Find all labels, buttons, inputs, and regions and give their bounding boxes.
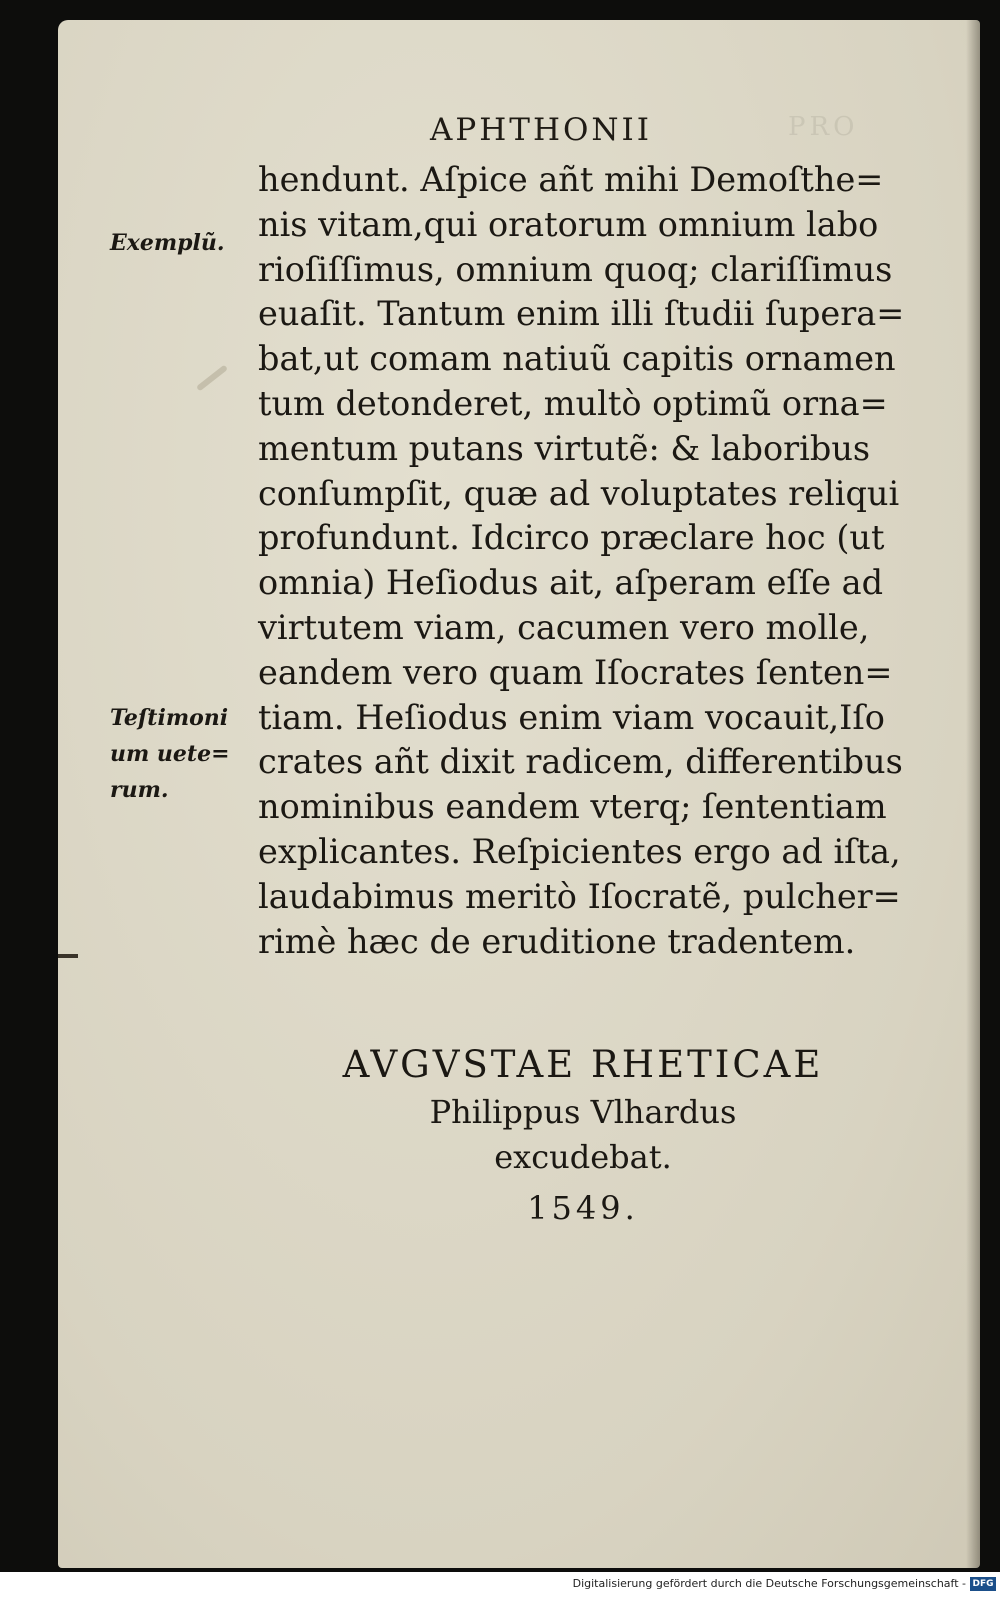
text-line: euaſit. Tantum enim illi ſtudii ſupera= xyxy=(258,294,905,334)
dfg-logo-icon: DFG xyxy=(970,1577,996,1591)
page-edge-mark xyxy=(58,954,78,958)
text-line: tiam. Heſiodus enim viam vocauit,Iſo xyxy=(258,697,885,737)
text-line: bat,ut comam natiuũ capitis ornamen xyxy=(258,339,896,379)
running-head: APHTHONII xyxy=(430,112,653,148)
text-line: conſumpſit, quæ ad voluptates reliqui xyxy=(258,473,900,513)
text-line: explicantes. Reſpicientes ergo ad iſta, xyxy=(258,831,901,871)
imprint-place: AVGVSTAE RHETICAE xyxy=(342,1043,824,1086)
text-line: crates añt dixit radicem, differentibus xyxy=(258,742,903,782)
digitization-footer xyxy=(0,1572,1000,1600)
margin-note-exemplum: Exemplũ. xyxy=(110,230,225,256)
margin-note-testimonium xyxy=(110,700,240,808)
text-line: virtutem viam, cacumen vero molle, xyxy=(258,607,870,647)
text-line: profundunt. Idcirco præclare hoc (ut xyxy=(258,518,885,558)
text-line: omnia) Heſiodus ait, aſperam eſſe ad xyxy=(258,563,884,603)
text-line: laudabimus meritò Iſocratẽ, pulcher= xyxy=(258,876,901,916)
footer-credit: Digitalisierung gefördert durch die Deutsche Forschungsgemeinschaft - xyxy=(572,1577,966,1590)
text-line: nominibus eandem vterq; ſententiam xyxy=(258,787,887,827)
imprint-year: 1549. xyxy=(527,1189,639,1227)
text-line: nis vitam,qui oratorum omnium labo xyxy=(258,204,879,244)
margin-note-line: Teſtimoni xyxy=(110,705,229,731)
text-line: rimè hæc de eruditione tradentem. xyxy=(258,921,856,961)
bleed-through-head: PRO xyxy=(788,112,859,142)
text-line: hendunt. Aſpice añt mihi Demoſthe= xyxy=(258,160,884,199)
text-line: tum detonderet, multò optimũ orna= xyxy=(258,383,888,423)
page-edge-shadow xyxy=(966,20,980,1568)
margin-note-line: um uete= xyxy=(110,741,230,767)
paper-stain xyxy=(196,365,228,392)
body-text xyxy=(258,158,908,964)
imprint-verb: excudebat. xyxy=(494,1138,672,1176)
text-line: mentum putans virtutẽ: & laboribus xyxy=(258,428,871,468)
printer-name: Philippus Vlhardus xyxy=(429,1093,737,1131)
text-line: rioſiſſimus, omnium quoq; clariſſimus xyxy=(258,249,893,289)
text-line: eandem vero quam Iſocrates ſenten= xyxy=(258,652,893,692)
book-page xyxy=(58,20,980,1568)
colophon xyxy=(258,1040,908,1234)
margin-note-line: rum. xyxy=(110,777,169,803)
